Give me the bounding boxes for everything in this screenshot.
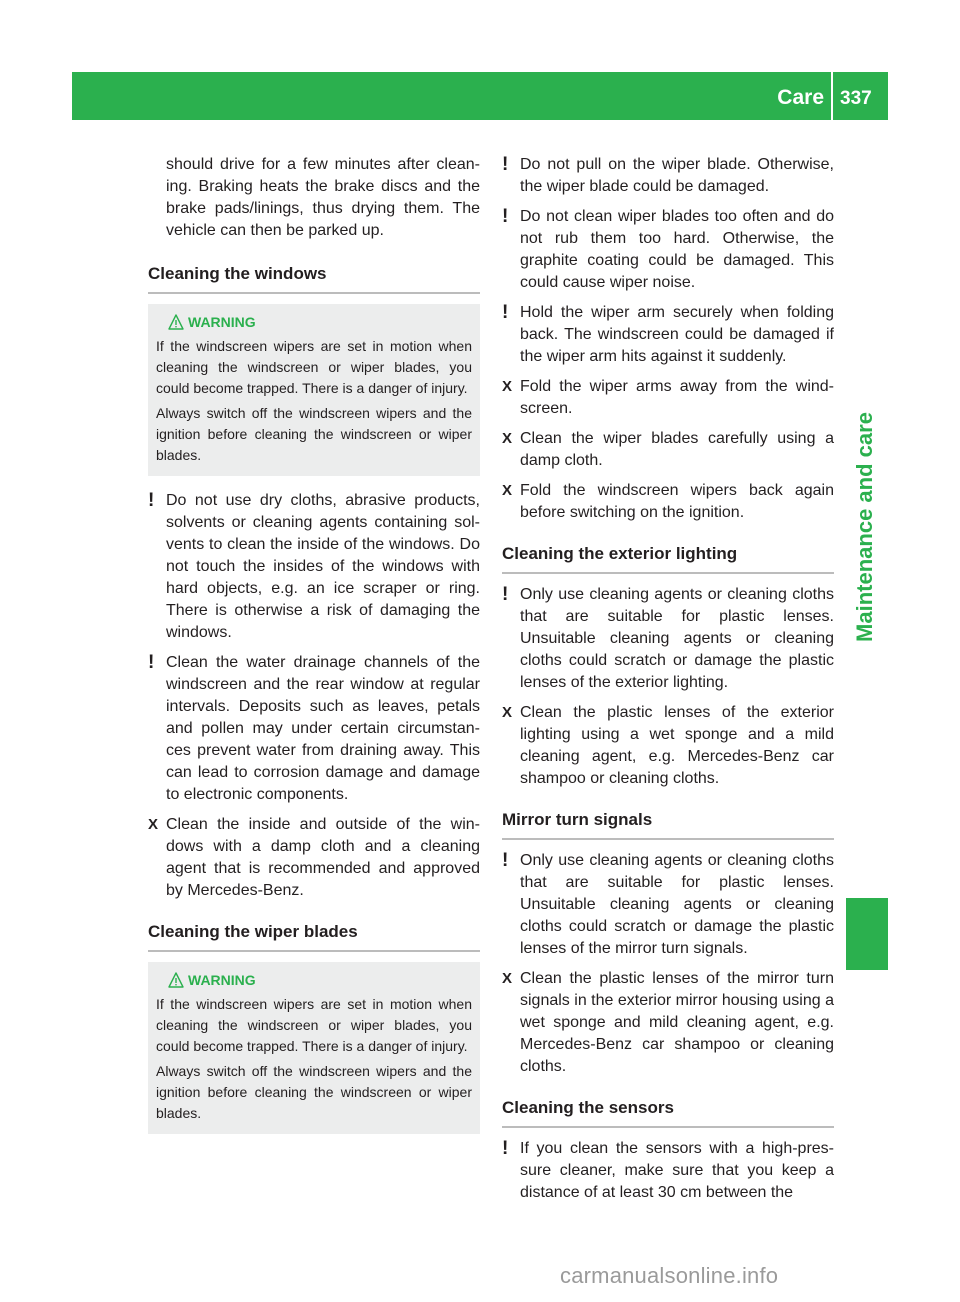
step-text: Fold the wiper arms away from the wind-screen. [520,378,834,417]
step-icon: X [502,378,513,395]
note-text: If you clean the sensors with a high-pres-sure cleaner, make sure that you keep a distance of at least 30 cm between the [520,1140,834,1201]
step-item [148,814,480,902]
note-icon: ! [502,850,509,871]
step-item [502,428,834,472]
note-text: Hold the wiper arm securely when folding back. The windscreen could be damaged if the wiper arm hits against it suddenly. [520,304,834,365]
step-icon: X [502,482,513,499]
heading-cleaning-exterior-lighting: Cleaning the exterior lighting [502,532,834,574]
step-text: Clean the plastic lenses of the mirror turn signals in the exterior mirror housing using a wet sponge and mild cleaning agent, e.g. Mercedes-Benz car shampoo or cleaning cloths. [520,970,834,1075]
warning-label: WARNING [188,314,256,330]
note-item [502,850,834,960]
step-item [502,968,834,1078]
warning-box [148,304,480,476]
note-item [502,1138,834,1204]
note-icon: ! [502,154,509,175]
note-item [502,302,834,368]
step-icon: X [502,970,513,987]
note-icon: ! [502,302,509,323]
note-text: Clean the water drainage channels of the windscreen and the rear window at regular intervals. Deposits such as leaves, petals and pollen may under certain circumstan-ces prevent water from draining away. This can lead to corrosion damage and damage to electronic components. [166,654,480,803]
note-text: Do not clean wiper blades too often and do not rub them too hard. Otherwise, the graphite coating could be damaged. This could cause wiper noise. [520,208,834,291]
warning-header [156,312,472,332]
side-tab-marker [846,898,888,970]
heading-cleaning-windows: Cleaning the windows [148,252,480,294]
step-text: Clean the inside and outside of the win-dows with a damp cloth and a cleaning agent that is recommended and approved by Mercedes-Benz. [166,816,480,899]
watermark: carmanualsonline.info [560,1263,779,1288]
note-icon: ! [502,206,509,227]
note-text: Only use cleaning agents or cleaning cloths that are suitable for plastic lenses. Unsuitable cleaning agents or cleaning cloths could scratch or damage the plastic lenses of the exterior lighting. [520,586,834,691]
step-icon: X [502,704,513,721]
heading-cleaning-wiper-blades: Cleaning the wiper blades [148,910,480,952]
note-item [148,652,480,806]
note-text: Do not pull on the wiper blade. Otherwise, the wiper blade could be damaged. [520,156,834,195]
warning-text: Always switch off the windscreen wipers and the ignition before cleaning the windscreen or wiper blades. [156,1063,472,1121]
note-icon: ! [502,1138,509,1159]
warning-text: Always switch off the windscreen wipers and the ignition before cleaning the windscreen or wiper blades. [156,405,472,463]
step-item [502,376,834,420]
note-text: Only use cleaning agents or cleaning cloths that are suitable for plastic lenses. Unsuitable cleaning agents or cleaning cloths could scratch or damage the plastic lenses of the mirror turn signals. [520,852,834,957]
step-text: Clean the wiper blades carefully using a damp cloth. [520,430,834,469]
note-icon: ! [148,652,155,673]
note-icon: ! [148,490,155,511]
note-icon: ! [502,584,509,605]
step-item [502,702,834,790]
step-item [502,480,834,524]
note-item [502,584,834,694]
warning-text: If the windscreen wipers are set in motion when cleaning the windscreen or wiper blades, you could become trapped. There is a danger of injury. [156,338,472,396]
step-text: Fold the windscreen wipers back again before switching on the ignition. [520,482,834,521]
step-icon: X [148,816,159,833]
note-item [148,490,480,644]
side-tab-label: Maintenance and care [852,412,877,642]
step-text: Clean the plastic lenses of the exterior lighting using a wet sponge and a mild cleaning agent, e.g. Mercedes-Benz car shampoo or cleaning cloths. [520,704,834,787]
left-column [148,154,480,1148]
heading-mirror-turn-signals: Mirror turn signals [502,798,834,840]
page-number: 337 [840,88,872,109]
warning-triangle-icon [168,972,184,988]
warning-label: WARNING [188,972,256,988]
warning-header [156,970,472,990]
warning-text: If the windscreen wipers are set in motion when cleaning the windscreen or wiper blades, you could become trapped. There is a danger of injury. [156,996,472,1054]
intro-paragraph: should drive for a few minutes after clean-ing. Braking heats the brake discs and the brake pads/linings, thus drying them. The vehicle can then be parked up. [166,156,480,239]
warning-box [148,962,480,1134]
right-column [502,154,834,1212]
heading-cleaning-sensors: Cleaning the sensors [502,1086,834,1128]
note-item [502,154,834,198]
section-title: Care [777,86,824,109]
note-text: Do not use dry cloths, abrasive products, solvents or cleaning agents containing sol-vents to clean the inside of the windows. Do not touch the insides of the windows with hard objects, e.g. an ice scraper or ring. There is otherwise a risk of damaging the windows. [166,492,480,641]
warning-triangle-icon [168,314,184,330]
header-separator [831,72,833,120]
step-icon: X [502,430,513,447]
note-item [502,206,834,294]
